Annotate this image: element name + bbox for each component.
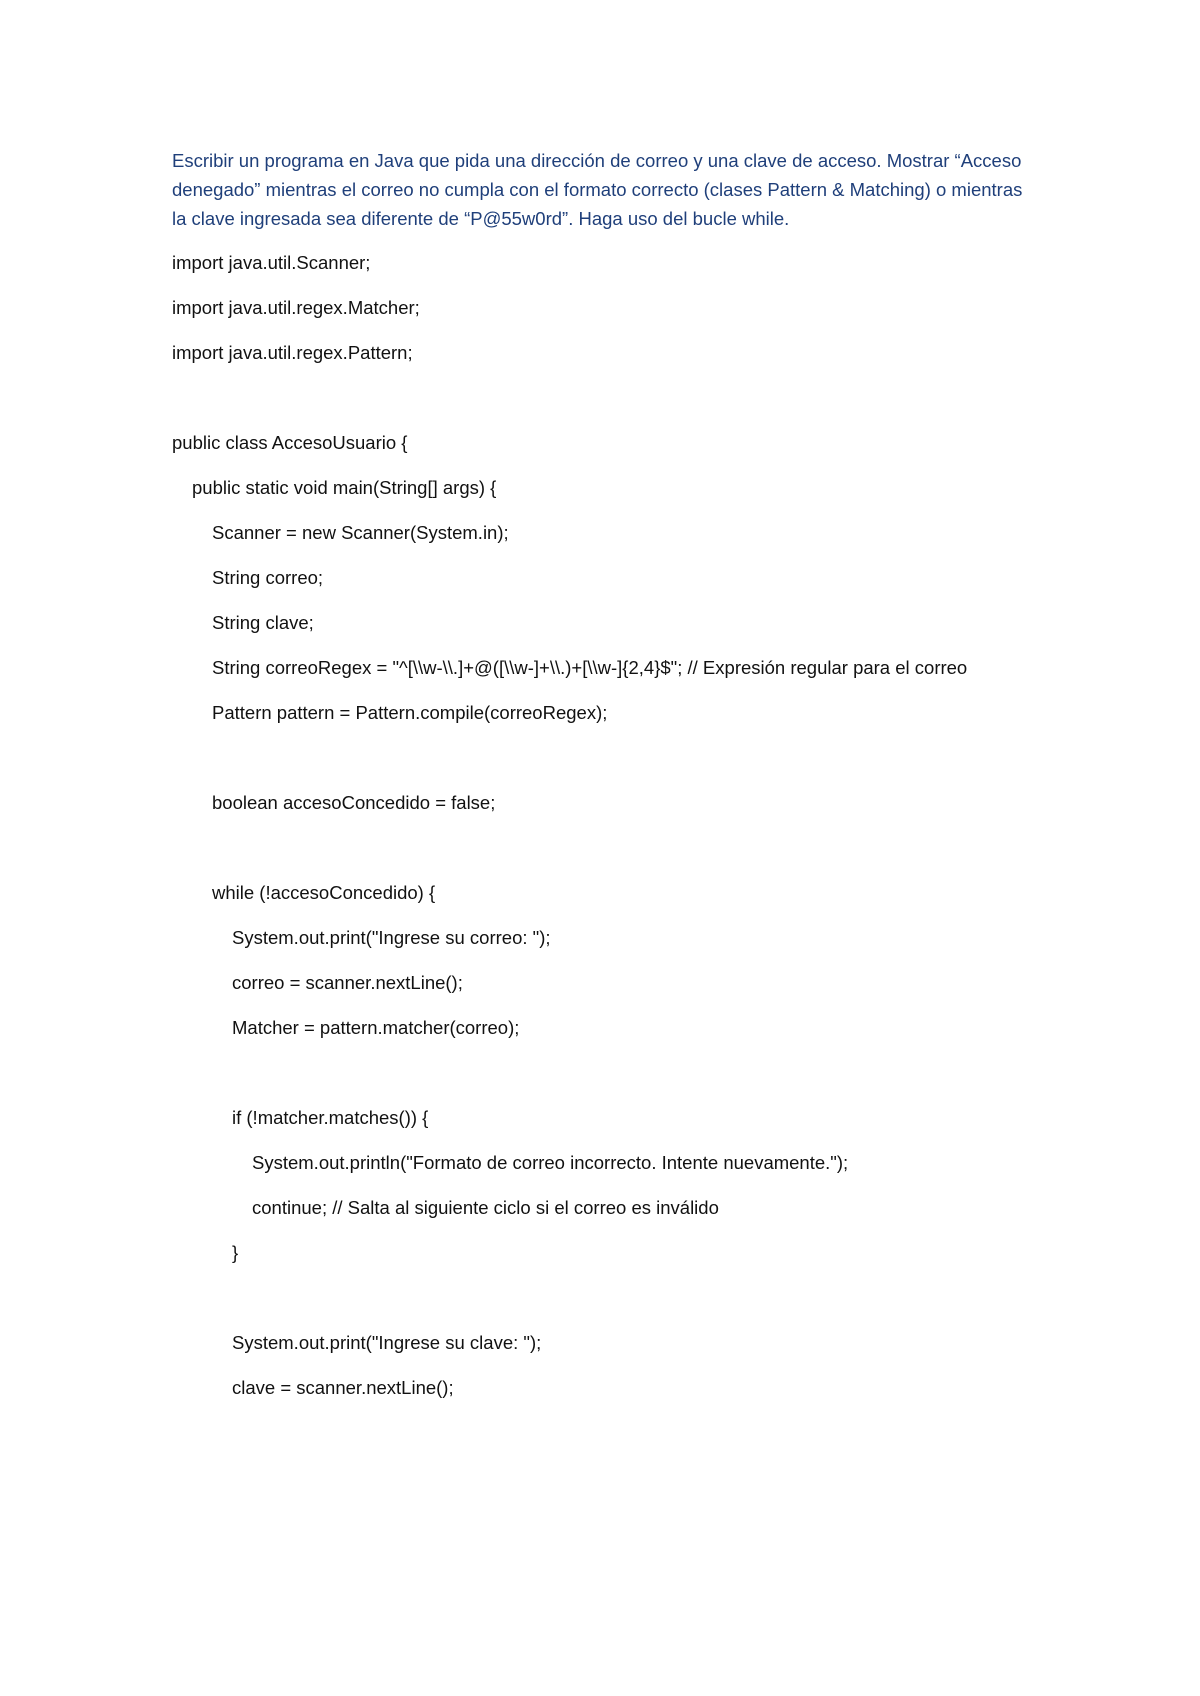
code-line-print-invalid-format: System.out.println("Formato de correo incorrecto. Intente nuevamente."); xyxy=(252,1152,849,1173)
code-line-print-clave-prompt: System.out.print("Ingrese su clave: "); xyxy=(232,1332,542,1353)
blank-line xyxy=(172,383,1032,412)
code-line-read-correo: correo = scanner.nextLine(); xyxy=(232,972,463,993)
code-line-if-statement: if (!matcher.matches()) { xyxy=(232,1107,429,1128)
blank-line xyxy=(172,833,1032,862)
code-line-continue: continue; // Salta al siguiente ciclo si el correo es inválido xyxy=(252,1197,719,1218)
code-line-while-loop: while (!accesoConcedido) { xyxy=(212,882,436,903)
blank-line xyxy=(172,1058,1032,1087)
code-line-import-scanner: import java.util.Scanner; xyxy=(172,252,371,273)
code-line-read-clave: clave = scanner.nextLine(); xyxy=(232,1377,454,1398)
code-line-boolean-declaration: boolean accesoConcedido = false; xyxy=(212,792,496,813)
code-line-import-matcher: import java.util.regex.Matcher; xyxy=(172,297,420,318)
code-line-print-correo-prompt: System.out.print("Ingrese su correo: "); xyxy=(232,927,551,948)
document-body xyxy=(172,146,1032,1418)
blank-line xyxy=(172,743,1032,772)
code-line-close-brace: } xyxy=(232,1242,239,1263)
exercise-statement: Escribir un programa en Java que pida una dirección de correo y una clave de acceso. Mostrar “Acceso denegado” mientras el correo no cumpla con el formato correcto (clases Pattern & Matching) o mientras la clave ingresada sea diferente de “P@55w0rd”. Haga uso del bucle while. xyxy=(172,150,1023,229)
code-line-clave-declaration: String clave; xyxy=(212,612,314,633)
code-line-pattern-compile: Pattern pattern = Pattern.compile(correoRegex); xyxy=(212,702,608,723)
code-line-main-method: public static void main(String[] args) { xyxy=(192,477,497,498)
code-line-correo-declaration: String correo; xyxy=(212,567,324,588)
code-line-regex-declaration: String correoRegex = "^[\\w-\\.]+@([\\w-]+\\.)+[\\w-]{2,4}$"; // Expresión regular para el correo xyxy=(212,657,968,678)
code-line-matcher: Matcher = pattern.matcher(correo); xyxy=(232,1017,520,1038)
code-line-scanner-init: Scanner = new Scanner(System.in); xyxy=(212,522,509,543)
code-line-class-declaration: public class AccesoUsuario { xyxy=(172,432,408,453)
code-line-import-pattern: import java.util.regex.Pattern; xyxy=(172,342,413,363)
blank-line xyxy=(172,1283,1032,1312)
